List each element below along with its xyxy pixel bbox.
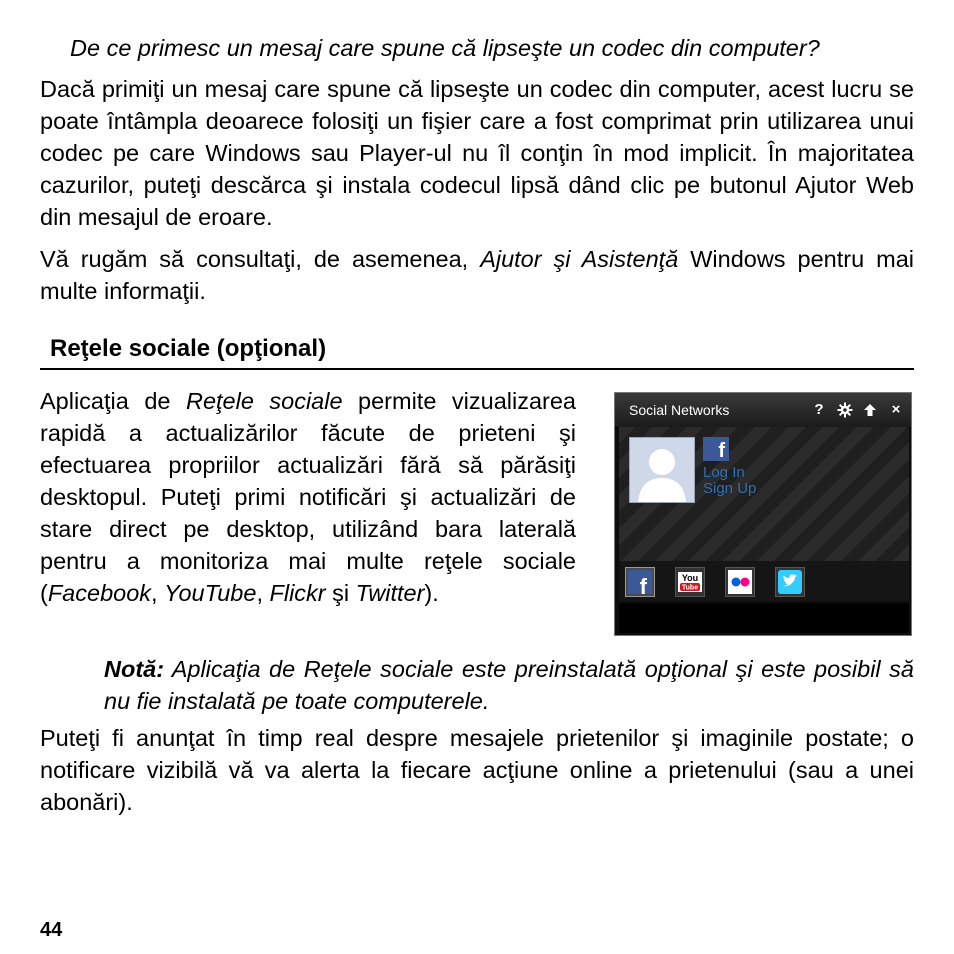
help-icon[interactable]: ? <box>814 401 824 418</box>
widget-status-area <box>619 603 909 633</box>
page-number: 44 <box>40 919 63 941</box>
facebook-tab[interactable] <box>625 567 655 597</box>
avatar <box>629 437 695 503</box>
twitter-icon <box>776 568 804 596</box>
close-icon[interactable]: × <box>891 401 901 418</box>
text: Windows pentru mai multe informaţii. <box>40 246 914 304</box>
facebook-icon: f <box>703 437 729 461</box>
network-youtube: YouTube <box>164 580 257 606</box>
svg-text:f: f <box>639 574 647 596</box>
widget-title: Social Networks <box>629 402 730 418</box>
arrow-up-icon[interactable] <box>860 400 880 420</box>
note <box>104 653 914 717</box>
gear-icon[interactable] <box>835 400 855 420</box>
note-text: Aplicaţia de Reţele sociale este preinstalată opţional şi este posibil să nu fie instalată pe toate computerele. <box>104 656 914 714</box>
network-twitter: Twitter <box>355 580 425 606</box>
svg-text:You: You <box>681 573 699 583</box>
facebook-icon <box>626 568 654 596</box>
text: permite vizualizarea rapidă a actualizărilor făcute de prieteni şi efectuarea propriilor actualizări fără să părăsiţi desktopul. Puteţi primi notificări şi actualizări de stare direct pe desktop, utilizând bara laterală pentru a monitoriza mai multe reţele sociale ( <box>40 388 576 606</box>
widget-title-bar <box>615 393 911 428</box>
section-divider <box>40 368 914 370</box>
app-name: Reţele sociale <box>185 388 343 414</box>
twitter-tab[interactable] <box>775 567 805 597</box>
youtube-icon <box>676 568 704 596</box>
text: , <box>151 580 165 606</box>
text: , <box>256 580 270 606</box>
signup-link[interactable]: Sign Up <box>703 480 757 497</box>
paragraph-codec: Dacă primiţi un mesaj care spune că lipseşte un codec din computer, acest lucru se poate întâmpla deoarece folosiţi un fişier care a fost comprimat prin utilizarea unui codec pe care Windows sau Player-ul nu îl conţin în mod implicit. În majoritatea cazurilor, puteţi descărca şi instala codecul lipsă dând clic pe butonul Ajutor Web din mesajul de eroare. <box>40 76 914 230</box>
paragraph-social-networks <box>40 385 576 609</box>
paragraph-help <box>40 243 914 307</box>
help-reference: Ajutor şi Asistenţă <box>480 246 679 272</box>
note-label: Notă: <box>104 656 165 682</box>
network-toolbar <box>619 561 909 601</box>
text: şi <box>325 580 356 606</box>
paragraph-notifications: Puteţi fi anunţat în timp real despre mesajele prietenilor şi imaginile postate; o notificare vizibilă vă va alerta la fiecare acţiune online a prietenului (sau a unei abonări). <box>40 725 914 815</box>
flickr-icon <box>726 568 754 596</box>
social-networks-widget <box>614 392 912 636</box>
login-link[interactable]: Log In <box>703 464 745 481</box>
svg-text:Tube: Tube <box>681 584 699 592</box>
text: Vă rugăm să consultaţi, de asemenea, <box>40 246 481 272</box>
network-facebook: Facebook <box>47 580 152 606</box>
network-flickr: Flickr <box>269 580 326 606</box>
text: Aplicaţia de <box>40 388 186 414</box>
flickr-tab[interactable] <box>725 567 755 597</box>
text: ). <box>424 580 439 606</box>
faq-question: De ce primesc un mesaj care spune că lipseşte un codec din computer? <box>70 35 820 61</box>
section-heading: Reţele sociale (opţional) <box>50 335 327 362</box>
youtube-tab[interactable] <box>675 567 705 597</box>
